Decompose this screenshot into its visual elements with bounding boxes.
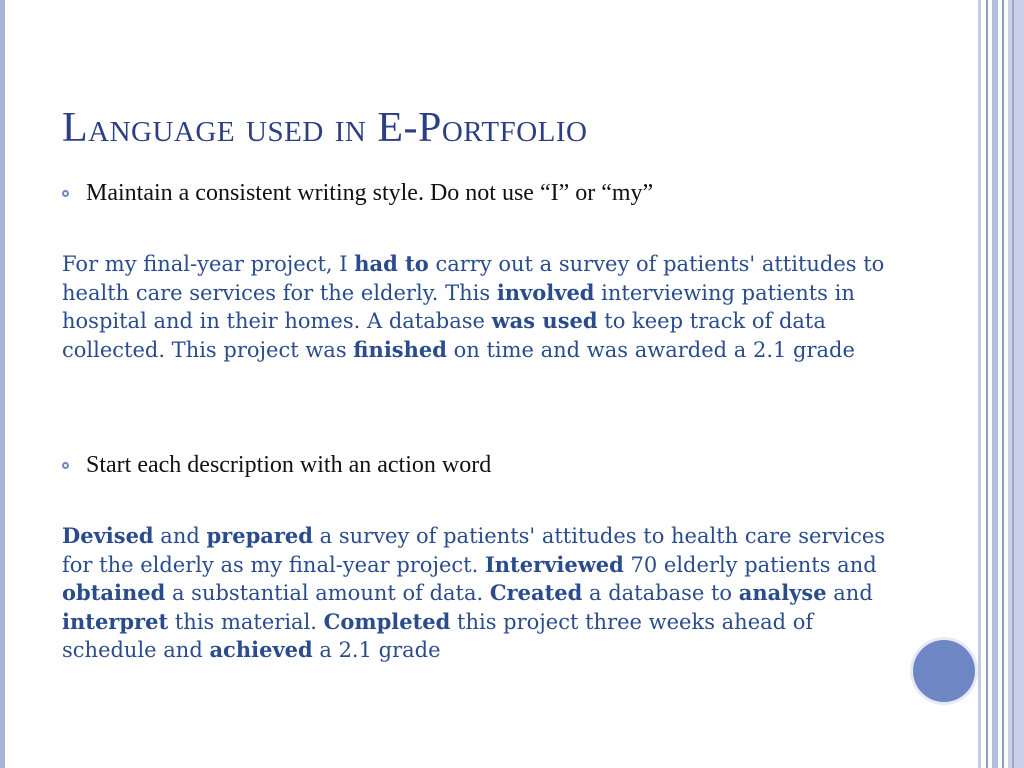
example-text: 70 elderly patients and (623, 552, 877, 577)
example-text: and (826, 581, 873, 605)
action-verb: Created (489, 580, 583, 605)
stripe (978, 0, 981, 768)
example-text: a database to (582, 581, 739, 605)
bullet-item (62, 180, 653, 207)
highlighted-verb: was used (491, 308, 598, 333)
example-text: a 2.1 grade (312, 638, 441, 662)
example-text: a survey of patients' attitudes to health care services for the elderly as my final-year project. (62, 524, 886, 577)
action-verb: Interviewed (484, 551, 624, 577)
stripe (986, 0, 988, 768)
action-verb: analyse (738, 580, 827, 605)
action-verb: Devised (62, 523, 154, 548)
highlighted-verb: had to (354, 251, 429, 276)
example-text: to keep track of data collected. This project was (62, 309, 826, 362)
example-text: and (153, 524, 207, 548)
stripe (1008, 0, 1024, 768)
example-text: interviewing patients in hospital and in their homes. A database (62, 280, 855, 333)
highlighted-verb: involved (496, 279, 595, 305)
slide-title: Language used in E-Portfolio (62, 105, 588, 151)
left-border-decoration (0, 0, 5, 768)
action-verb: obtained (62, 580, 166, 605)
example-paragraph-passive (62, 250, 892, 364)
bullet-text: Maintain a consistent writing style. Do not use “I” or “my” (86, 180, 654, 206)
example-text: carry out a survey of patients' attitudes to health care services for the elderly. This (62, 252, 885, 305)
action-verb: interpret (62, 608, 169, 634)
bullet-circle-icon (62, 190, 69, 197)
example-text: this project three weeks ahead of schedule and (62, 609, 814, 662)
bullet-item (62, 452, 491, 479)
bullet-circle-icon (62, 462, 69, 469)
example-paragraph-action (62, 522, 892, 665)
example-text: this material. (168, 609, 324, 634)
decorative-circle (913, 640, 975, 702)
bullet-text: Start each description with an action word (86, 452, 492, 478)
example-text: a substantial amount of data. (165, 581, 490, 605)
example-text: For my final-year project, I (62, 252, 355, 276)
right-stripe-decoration (978, 0, 1024, 768)
action-verb: prepared (206, 523, 313, 548)
example-text: on time and was awarded a 2.1 grade (446, 337, 855, 362)
stripe (1012, 0, 1014, 768)
stripe (1002, 0, 1004, 768)
action-verb: achieved (209, 637, 313, 662)
stripe (992, 0, 998, 768)
action-verb: Completed (323, 608, 451, 634)
highlighted-verb: finished (353, 336, 447, 362)
